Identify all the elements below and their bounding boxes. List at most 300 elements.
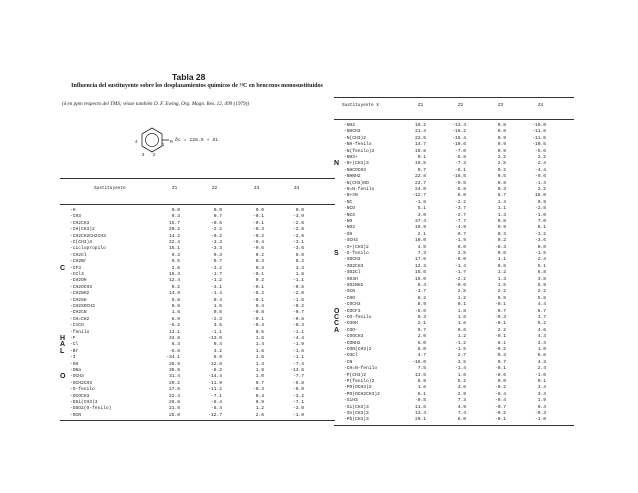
z2-cell: 0.1	[457, 302, 466, 308]
z2-cell: -0.2	[210, 233, 222, 239]
z4-cell: -9.6	[534, 174, 546, 180]
table-row	[60, 394, 335, 400]
z2-cell: -2.7	[454, 212, 466, 218]
table-row	[60, 298, 335, 304]
header-substituent: Sustituyente	[94, 186, 126, 191]
substituent-cell: -CH3	[70, 214, 82, 220]
z4-cell: -3.2	[292, 393, 304, 399]
z3-cell: 0.7	[497, 359, 506, 365]
z2-cell: 1.6	[457, 315, 466, 320]
group-letter: A	[334, 326, 340, 334]
substituent-cell: -ciclopropilo	[70, 246, 106, 252]
z4-cell: -2.0	[292, 291, 304, 297]
z3-cell: 2.6	[255, 412, 264, 418]
z3-cell: 0.0	[497, 379, 506, 384]
z2-cell: -2.3	[210, 316, 222, 322]
substituent-cell: -COCl	[344, 353, 358, 359]
z2-cell: -11.2	[208, 387, 222, 393]
substituent-cell: -CH2SH	[70, 297, 87, 303]
z2-cell: -1.5	[454, 347, 466, 352]
z2-cell: -12.7	[208, 412, 222, 418]
z2-cell: 5.2	[457, 379, 466, 384]
z1-cell: 31.4	[168, 374, 180, 380]
substituent-cell: -COCH3	[344, 302, 361, 308]
table-row	[60, 310, 335, 316]
z4-cell: -2.8	[292, 227, 304, 233]
z4-cell: -6.9	[292, 387, 304, 393]
table-row	[334, 213, 574, 219]
header-z3: Z3	[254, 186, 260, 191]
z3-cell: 0.5	[497, 295, 506, 301]
group-letter: H	[60, 335, 66, 342]
table-row	[334, 129, 574, 135]
substituent-cell: -COOH	[344, 321, 358, 327]
z3-cell: -0.2	[494, 411, 506, 416]
z2-cell: 0.7	[213, 259, 222, 265]
z1-cell: 4.7	[417, 353, 426, 359]
table-row	[60, 381, 335, 387]
z2-cell: -2.2	[454, 199, 466, 205]
z3-cell: 2.2	[497, 155, 506, 160]
z4-cell: -3.6	[292, 246, 304, 252]
z2-cell: 1.5	[213, 304, 222, 309]
z4-cell: -7.1	[292, 400, 304, 405]
z4-cell: 5.8	[537, 295, 546, 301]
z1-cell: 23.7	[414, 180, 426, 186]
z4-cell: -11.6	[532, 129, 546, 135]
z1-cell: 24.0	[414, 187, 426, 192]
z4-cell: -5.6	[534, 148, 546, 154]
table-row	[334, 168, 574, 174]
z4-cell: -1.4	[534, 180, 546, 186]
table-rule-top	[334, 97, 574, 98]
z2-cell: -3.1	[210, 284, 222, 290]
substituent-cell: -N(CH3)NO	[344, 180, 369, 186]
table-row	[60, 387, 335, 393]
z4-cell: 5.9	[537, 283, 546, 288]
z4-cell: -1.5	[534, 251, 546, 256]
z1-cell: 17.6	[414, 257, 426, 263]
z1-cell: 35.6	[168, 368, 180, 373]
z3-cell: 2.2	[497, 289, 506, 295]
z1-cell: 18.2	[414, 123, 426, 128]
table-row	[60, 362, 335, 368]
table-row	[60, 406, 335, 412]
z3-cell: -0.1	[252, 220, 264, 226]
z4-cell: -1.6	[292, 297, 304, 303]
z4-cell: 4.3	[537, 359, 546, 365]
table-row	[334, 142, 574, 148]
z3-cell: -0.1	[252, 214, 264, 220]
z2-cell: 1.6	[457, 372, 466, 378]
z3-cell: -0.1	[494, 302, 506, 308]
z4-cell: 3.3	[295, 265, 304, 271]
substituent-cell: -NH-fenilo	[344, 142, 372, 148]
z2-cell: -10.6	[452, 142, 466, 148]
z3-cell: 1.9	[255, 368, 264, 373]
z1-cell: 13.6	[414, 372, 426, 378]
z1-cell: 15.6	[414, 270, 426, 276]
z3-cell: -0.8	[252, 310, 264, 316]
z3-cell: 0.0	[255, 208, 264, 213]
table-row	[60, 317, 335, 323]
z3-cell: 0.5	[255, 329, 264, 335]
z1-cell: 21.9	[168, 406, 180, 412]
z3-cell: -0.4	[494, 398, 506, 404]
table-row	[60, 227, 335, 233]
z1-cell: 8.2	[417, 295, 426, 301]
z2-cell: 2.7	[457, 353, 466, 359]
table-row	[334, 398, 574, 404]
z3-cell: 0.8	[497, 180, 506, 186]
table-rule-top	[60, 178, 335, 179]
table-row	[334, 405, 574, 411]
z1-cell: -12.7	[412, 193, 426, 199]
substituent-cell: -N(fenilo)2	[344, 148, 375, 154]
z2-cell: 8.9	[213, 355, 222, 361]
z3-cell: 1.3	[497, 276, 506, 282]
z3-cell: 0.9	[255, 400, 264, 405]
z3-cell: 0.2	[255, 278, 264, 284]
z1-cell: 22.4	[168, 393, 180, 399]
z3-cell: 5.7	[497, 193, 506, 199]
left-substituent-table	[60, 178, 335, 428]
substituent-cell: -P(CH3)2	[344, 372, 367, 378]
table-row	[60, 266, 335, 272]
substituent-cell: -S-fenilo	[344, 251, 369, 256]
z3-cell: 1.6	[255, 336, 264, 341]
z1-cell: 19.8	[414, 148, 426, 154]
z1-cell: 9.5	[171, 259, 180, 265]
table-row	[334, 373, 574, 379]
substituent-cell: -C≡CH	[70, 323, 84, 329]
substituent-cell: -OCH3	[70, 374, 84, 380]
z1-cell: 26.8	[168, 400, 180, 405]
table-row	[334, 411, 574, 417]
z2-cell: 2.5	[457, 289, 466, 295]
substituent-cell: -OH	[70, 361, 79, 367]
z1-cell: 14.7	[414, 142, 426, 148]
z3-cell: 1.3	[497, 212, 506, 218]
table-row	[334, 379, 574, 385]
z2-cell: -13.4	[452, 123, 466, 128]
z2-cell: 3.6	[457, 385, 466, 391]
z3-cell: -0.1	[252, 297, 264, 303]
z4-cell: -0.3	[292, 323, 304, 329]
group-letter: L	[60, 347, 65, 355]
z2-cell: -8.2	[210, 368, 222, 373]
z3-cell: 1.0	[255, 374, 264, 380]
z3-cell: -0.3	[252, 387, 264, 393]
z1-cell: 14.2	[168, 233, 180, 239]
z1-cell: 16.3	[168, 272, 180, 277]
table-rule-header	[60, 204, 335, 205]
header-substituent: Sustituyente X	[342, 103, 379, 108]
substituent-cell: -CHO	[344, 295, 356, 301]
substituent-cell: -CO-fenilo	[344, 315, 372, 320]
substituent-cell: -C(CH3)3	[70, 240, 93, 245]
table-row	[60, 240, 335, 246]
z3-cell: 1.4	[255, 342, 264, 348]
z2-cell: 3.2	[213, 348, 222, 354]
z4-cell: -10.0	[532, 123, 546, 128]
z3-cell: -0.3	[494, 315, 506, 320]
table-row	[334, 251, 574, 257]
z1-cell: 5.0	[417, 340, 426, 346]
z1-cell: 1.6	[417, 385, 426, 391]
z4-cell: 1.9	[537, 398, 546, 404]
z4-cell: 6.8	[537, 270, 546, 276]
z2-cell: -8.4	[210, 400, 222, 405]
z3-cell: 0.9	[497, 148, 506, 154]
z3-cell: -0.2	[252, 233, 264, 239]
table-row	[60, 214, 335, 220]
table-row	[60, 413, 335, 419]
z2-cell: 2.9	[457, 391, 466, 397]
z3-cell: 2.2	[497, 327, 506, 333]
table-rule-header	[334, 119, 574, 120]
ring-label-2: 2	[153, 152, 156, 157]
z2-cell: 0.4	[213, 297, 222, 303]
z3-cell: -0.1	[252, 316, 264, 322]
z1-cell: 22.5	[414, 135, 426, 141]
z4-cell: -0.2	[292, 304, 304, 309]
table-row	[334, 385, 574, 391]
z2-cell: 7.3	[457, 398, 466, 404]
z4-cell: 4.4	[537, 302, 546, 308]
z3-cell: -0.4	[252, 240, 264, 245]
z2-cell: -0.6	[210, 220, 222, 226]
substituent-cell: -Cl	[70, 342, 79, 348]
table-row	[334, 245, 574, 251]
z2-cell: 4.9	[457, 404, 466, 410]
substituent-cell: -CONH2	[344, 340, 361, 346]
z3-cell: 0.8	[497, 219, 506, 224]
z1-cell: -34.1	[166, 355, 180, 361]
table-row	[334, 219, 574, 225]
z2-cell: -15.4	[452, 135, 466, 141]
z4-cell: -1.0	[534, 417, 546, 423]
table-row	[334, 270, 574, 276]
z4-cell: -1.0	[534, 372, 546, 378]
z4-cell: 2.2	[537, 289, 546, 295]
table-row	[60, 253, 335, 259]
table-row	[60, 278, 335, 284]
substituent-cell: -CF3	[70, 265, 82, 271]
z2-cell: -1.4	[454, 263, 466, 269]
z4-cell: -2.8	[292, 233, 304, 239]
z3-cell: -0.3	[494, 244, 506, 250]
z1-cell: 9.3	[417, 315, 426, 320]
z3-cell: -0.1	[494, 334, 506, 340]
z2-cell: 3.5	[457, 359, 466, 365]
header-z1: Z1	[418, 103, 424, 108]
z1-cell: 9.7	[417, 327, 426, 333]
z3-cell: 0.3	[497, 231, 506, 237]
z3-cell: 1.5	[497, 283, 506, 288]
z4-cell: -3.0	[292, 214, 304, 220]
z3-cell: 2.5	[497, 161, 506, 167]
table-row	[334, 181, 574, 187]
z1-cell: 8.9	[417, 379, 426, 384]
z4-cell: -3.0	[292, 406, 304, 412]
substituent-cell: -fenilo	[70, 329, 90, 335]
z4-cell: -7.7	[292, 374, 304, 380]
z4-cell: 2.2	[537, 155, 546, 160]
table-row	[334, 315, 574, 321]
table-caption: Influencia del sustituyente sobre los desplazamientos químicos de ¹³C en bencenos monosustituidos	[71, 83, 323, 89]
table-row	[334, 123, 574, 129]
z2-cell: -5.8	[454, 187, 466, 192]
substituent-cell: -CN	[344, 359, 353, 365]
z4-cell: -1.0	[534, 212, 546, 218]
z3-cell: -0.1	[252, 284, 264, 290]
z4-cell: 0.0	[295, 252, 304, 258]
substituent-cell: -CCl3	[70, 272, 84, 277]
substituent-cell: -NH2	[344, 123, 356, 128]
table-row	[334, 155, 574, 161]
table-row	[334, 187, 574, 193]
table-row	[334, 264, 574, 270]
z2-cell: -5.8	[454, 155, 466, 160]
z1-cell: 13.1	[168, 329, 180, 335]
z4-cell: 0.1	[537, 379, 546, 384]
z4-cell: -1.6	[292, 348, 304, 354]
z3-cell: 0.5	[497, 174, 506, 180]
z1-cell: 19.9	[414, 225, 426, 231]
substituent-cell: -H	[70, 208, 76, 213]
z2-cell: -3.3	[210, 246, 222, 252]
z2-cell: -8.1	[454, 167, 466, 173]
z1-cell: 12.4	[168, 278, 180, 284]
substituent-cell: -Si(CH3)3	[344, 404, 369, 410]
z1-cell: 5.1	[417, 206, 426, 212]
substituent-cell: -N(CH3)2	[344, 135, 367, 141]
header-z4: Z4	[538, 103, 544, 108]
substituent-cell: -N=N-fenilo	[344, 187, 375, 192]
z1-cell: 15.0	[414, 276, 426, 282]
z4-cell: 2.4	[537, 161, 546, 167]
z1-cell: 2.1	[417, 321, 426, 327]
z3-cell: 1.2	[497, 270, 506, 276]
z4-cell: 0.4	[537, 404, 546, 410]
z3-cell: 0.8	[497, 129, 506, 135]
substituent-cell: -NCS	[344, 212, 356, 218]
table-row	[334, 328, 574, 334]
z4-cell: 3.4	[537, 391, 546, 397]
z2-cell: 0.6	[457, 327, 466, 333]
substituent-cell: -CH2OH	[70, 278, 87, 284]
z1-cell: 7.3	[417, 251, 426, 256]
z1-cell: 9.3	[171, 252, 180, 258]
substituent-cell: -OCH2CH3	[70, 380, 93, 386]
z3-cell: 1.2	[255, 406, 264, 412]
z2-cell: -1.7	[210, 272, 222, 277]
z1-cell: 2.1	[417, 231, 426, 237]
z1-cell: 2.0	[417, 334, 426, 340]
table-rule-bottom	[334, 425, 574, 426]
z2-cell: -2.2	[454, 276, 466, 282]
table-row	[60, 342, 335, 348]
z2-cell: 0.5	[213, 310, 222, 316]
z4-cell: 3.4	[537, 385, 546, 391]
substituent-cell: -CH2Br	[70, 259, 87, 265]
z1-cell: 9.3	[171, 214, 180, 220]
table-row	[334, 309, 574, 315]
substituent-cell: -CH2CN	[70, 310, 87, 316]
shift-formula: δc = 128.5 + Zi	[175, 138, 219, 143]
z1-cell: 34.8	[168, 336, 180, 341]
z2-cell: -9.5	[454, 180, 466, 186]
z1-cell: -5.6	[414, 308, 426, 314]
group-letter: C	[60, 264, 66, 272]
z4-cell: -13.6	[290, 368, 304, 373]
z2-cell: -1.7	[454, 270, 466, 276]
substituent-cell: -SOCH3	[344, 257, 361, 263]
z2-cell: -1.4	[210, 291, 222, 297]
z4-cell: 2.2	[537, 187, 546, 192]
z4-cell: -3.1	[292, 240, 304, 245]
group-letter: O	[334, 307, 340, 315]
z4-cell: 6.7	[537, 308, 546, 314]
z3-cell: -0.4	[252, 323, 264, 329]
z1-cell: 6.4	[417, 283, 426, 288]
substituent-cell: -COOCH3	[344, 334, 364, 340]
table-row	[334, 193, 574, 199]
table-row	[334, 366, 574, 372]
substituent-cell: -SO2NH2	[344, 283, 364, 288]
z1-cell: 9.8	[171, 297, 180, 303]
z4-cell: 2.4	[537, 366, 546, 372]
z2-cell: -4.9	[454, 225, 466, 231]
z1-cell: 26.9	[168, 361, 180, 367]
z2-cell: -1.9	[454, 238, 466, 244]
z3-cell: 0.2	[497, 167, 506, 173]
table-row	[334, 174, 574, 180]
substituent-cell: -CH2NH2	[70, 291, 90, 297]
z2-cell: -2.2	[210, 227, 222, 233]
table-row	[60, 355, 335, 361]
group-letter: O	[60, 373, 66, 381]
z4-cell: -3.2	[534, 231, 546, 237]
table-row	[334, 347, 574, 353]
z4-cell: 1.0	[537, 347, 546, 352]
z3-cell: 0.3	[255, 259, 264, 265]
z3-cell: 0.2	[255, 252, 264, 258]
z1-cell: 6.3	[171, 342, 180, 348]
z1-cell: 15.1	[168, 246, 180, 252]
z1-cell: 11.6	[414, 404, 426, 410]
substituent-cell: -COCF3	[344, 308, 361, 314]
z1-cell: 14.9	[168, 291, 180, 297]
z4-cell: 5.1	[537, 263, 546, 269]
table-row	[334, 225, 574, 231]
z1-cell: 27.6	[168, 387, 180, 393]
group-letter: A	[60, 341, 66, 349]
z4-cell: -7.4	[292, 361, 304, 367]
z1-cell: 0.1	[417, 155, 426, 160]
z1-cell: 0.0	[171, 208, 180, 213]
substituent-cell: -Pb(CH3)3	[344, 417, 369, 423]
z3-cell: 0.3	[255, 265, 264, 271]
substituent-cell: -CH2SOCH3	[70, 304, 95, 309]
z1-cell: 37.4	[414, 219, 426, 224]
table-row	[334, 321, 574, 327]
z4-cell: -4.4	[534, 167, 546, 173]
z4-cell: 7.0	[537, 219, 546, 224]
z2-cell: -1.4	[454, 366, 466, 372]
z4-cell: 16.0	[534, 193, 546, 199]
